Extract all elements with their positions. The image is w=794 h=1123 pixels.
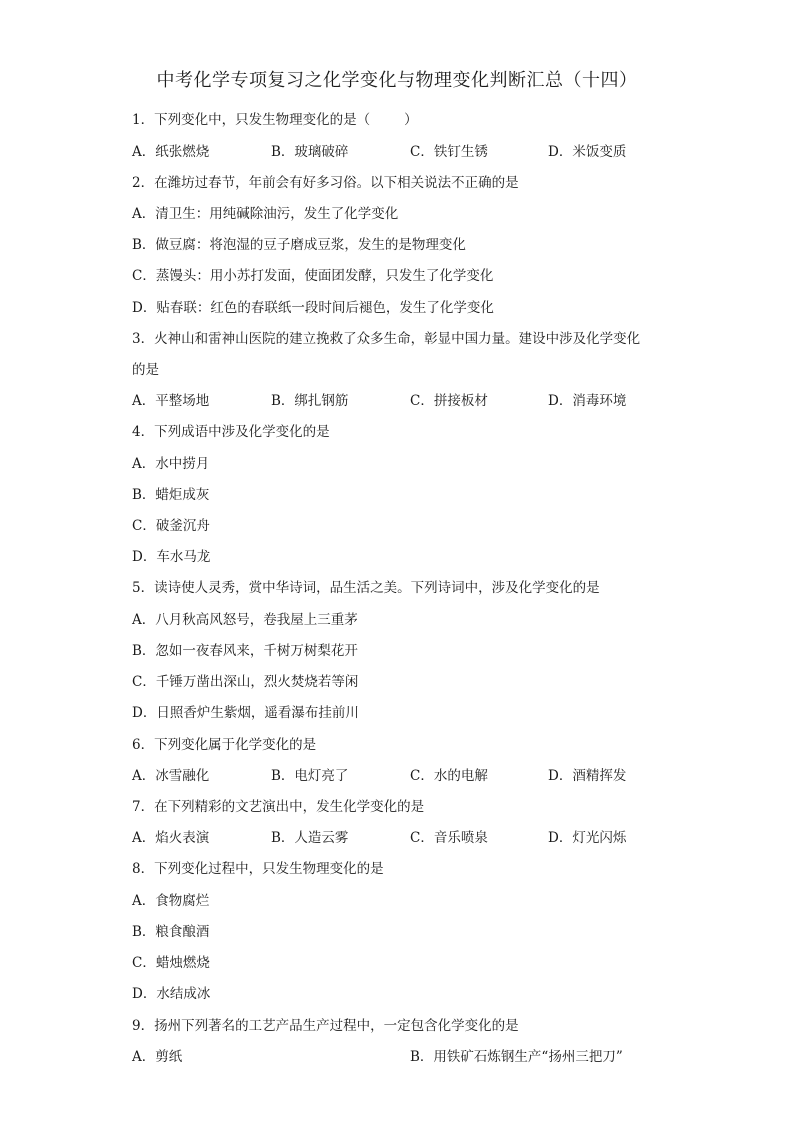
question-3-option-a: A．平整场地 [132,393,210,409]
question-1-option-c: C．铁钉生锈 [410,144,488,160]
page-title: 中考化学专项复习之化学变化与物理变化判断汇总（十四） [156,70,638,91]
question-4-option-c: C．破釜沉舟 [132,518,210,534]
question-2-option-b: B．做豆腐：将泡湿的豆子磨成豆浆，发生的是物理变化 [132,237,466,253]
question-4-stem: 4．下列成语中涉及化学变化的是 [132,424,330,440]
question-6-option-d: D．酒精挥发 [548,768,627,784]
question-5-option-b: B．忽如一夜春风来，千树万树梨花开 [132,643,358,659]
question-3-option-d: D．消毒环境 [548,393,627,409]
question-6-option-b: B．电灯亮了 [271,768,349,784]
question-7-option-a: A．焰火表演 [132,830,210,846]
question-1-stem-end: ） [404,112,418,128]
question-1-option-a: A．纸张燃烧 [132,144,210,160]
question-5-stem: 5．读诗使人灵秀，赏中华诗词，品生活之美。下列诗词中，涉及化学变化的是 [132,580,600,596]
question-8-option-b: B．粮食酿酒 [132,924,210,940]
question-2-option-d: D．贴春联：红色的春联纸一段时间后褪色，发生了化学变化 [132,300,494,316]
question-1-option-d: D．米饭变质 [548,144,627,160]
question-8-option-c: C．蜡烛燃烧 [132,955,210,971]
question-3-option-c: C．拼接板材 [410,393,488,409]
question-7-option-b: B．人造云雾 [271,830,349,846]
question-6-option-a: A．冰雪融化 [132,768,210,784]
question-4-option-b: B．蜡炬成灰 [132,487,210,503]
question-2-option-a: A．清卫生：用纯碱除油污，发生了化学变化 [132,206,399,222]
question-3-option-b: B．绑扎钢筋 [271,393,349,409]
question-7-option-d: D．灯光闪烁 [548,830,627,846]
question-1-option-b: B．玻璃破碎 [271,144,349,160]
question-9-option-a: A．剪纸 [132,1049,183,1065]
question-9-option-b: B．用铁矿石炼钢生产“扬州三把刀” [410,1049,623,1065]
question-1-stem [132,108,418,128]
question-1-stem-text: 1．下列变化中，只发生物理变化的是（ [132,112,371,128]
question-6-option-c: C．水的电解 [410,768,488,784]
question-4-option-a: A．水中捞月 [132,456,210,472]
question-5-option-a: A．八月秋高风怒号，卷我屋上三重茅 [132,612,358,628]
question-6-stem: 6．下列变化属于化学变化的是 [132,737,317,753]
question-5-option-c: C．千锤万凿出深山，烈火焚烧若等闲 [132,674,359,690]
question-2-stem: 2．在潍坊过春节，年前会有好多习俗。以下相关说法不正确的是 [132,175,519,191]
question-4-option-d: D．车水马龙 [132,549,211,565]
question-9-stem: 9．扬州下列著名的工艺产品生产过程中，一定包含化学变化的是 [132,1018,519,1034]
question-8-option-d: D．水结成冰 [132,986,211,1002]
question-3-stem: 3．火神山和雷神山医院的建立挽救了众多生命，彰显中国力量。建设中涉及化学变化 [132,331,641,347]
question-5-option-d: D．日照香炉生紫烟，遥看瀑布挂前川 [132,705,359,721]
question-7-option-c: C．音乐喷泉 [410,830,488,846]
question-3-stem-continued: 的是 [132,362,159,378]
question-2-option-c: C．蒸馒头：用小苏打发面，使面团发酵，只发生了化学变化 [132,268,494,284]
question-8-stem: 8．下列变化过程中，只发生物理变化的是 [132,861,384,877]
question-7-stem: 7．在下列精彩的文艺演出中，发生化学变化的是 [132,799,425,815]
question-8-option-a: A．食物腐烂 [132,893,210,909]
